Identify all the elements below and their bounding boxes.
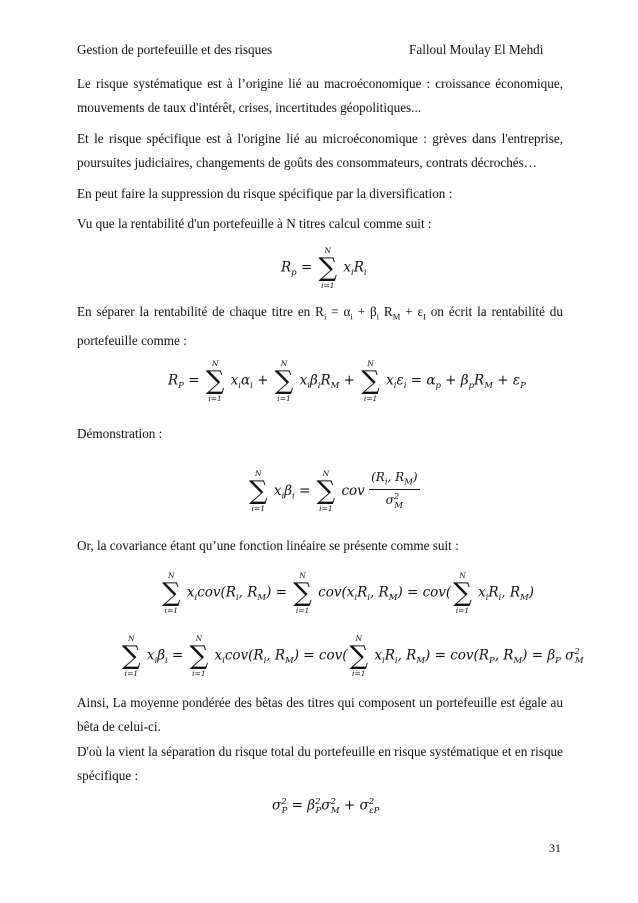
paragraph-demonstration: Démonstration : (77, 426, 163, 441)
paragraph-risk-separation: D'où la vient la séparation du risque total du portefeuille en risque systématique et en risque spécifique : (77, 744, 563, 783)
paragraph-specific-risk: Et le risque spécifique est à l'origine lié au microéconomique : grèves dans l'entreprise, poursuites judiciaires, changements de goûts des consommateurs, contrats décrochés… (77, 131, 563, 170)
equation-total-risk: $\sigma^2_P = \beta^2_P\sigma^2_M + \sigma^2_{\varepsilon P}$ (272, 797, 380, 817)
paragraph-diversification: En peut faire la suppression du risque spécifique par la diversification : (77, 186, 453, 201)
header-left: Gestion de portefeuille et des risques (77, 42, 273, 57)
paragraph-systematic-risk: Le risque systématique est à l’origine lié au macroéconomique : croissance économique, mouvements de taux d'intérêt, crises, incertitudes géopolitiques... (77, 76, 563, 115)
header-right: Falloul Moulay El Mehdi (409, 42, 544, 57)
paragraph-weighted-beta: Ainsi, La moyenne pondérée des bêtas des titres qui composent un portefeuille est égale au bêta de celui-ci. (77, 695, 563, 734)
equation-covariance-linearity: ∑ N i=1 $x_icov(R_i$, $R_M$) = ∑ N i=1 $cov(x_iR_i$, $R_M) = cov(\sum$ N i=1 $x_iR_i$, $R_M$) (162, 571, 535, 615)
paragraph-portfolio-return: Vu que la rentabilité d'un portefeuille à N titres calcul comme suit : (77, 216, 432, 231)
equation-portfolio-return: $R_p$ = ∑ N i=1 $x_iR_i$ (281, 246, 367, 290)
equation-portfolio-beta: ∑ N i=1 $x_i\beta_i$ = ∑ N i=1 $x_icov(R_i$, $R_M) = cov(\sum$ N i=1 $x_iR_i$, $R_M) = cov(R_P$, $R_M) = \beta_P$ $\sigma^2_M$ (122, 634, 584, 678)
paragraph-separation: En séparer la rentabilité de chaque titre en $R_i = \alpha_i + \beta_i$ $R_M + \varepsilon_I$ on écrit la rentabilité du portefeuille comme : (77, 304, 563, 348)
equation-beta-covariance: ∑ N i=1 $x_i\beta_i$ = ∑ N i=1 cov $\frac{(R_i, R_M)}{\sigma^2_M}$ (249, 469, 418, 514)
equation-portfolio-decomposition: $R_P$ = ∑ N i=1 $x_i\alpha_i$ + ∑ N i=1 $x_i\beta_iR_M$ + ∑ N i=1 $x_i\varepsilon_i = \alpha_p + \beta_pR_M + \varepsilon_P$ (168, 359, 526, 403)
paragraph-covariance-linear: Or, la covariance étant qu’une fonction linéaire se présente comme suit : (77, 538, 459, 553)
page-number: 31 (549, 841, 561, 855)
